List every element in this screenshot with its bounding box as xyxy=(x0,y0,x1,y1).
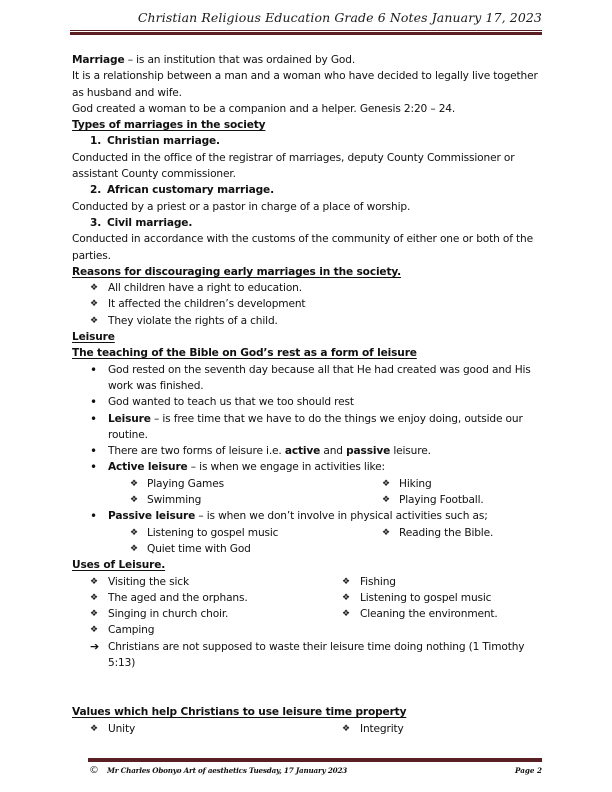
passive-leisure-list xyxy=(72,525,544,558)
diamond-bullet-icon: ❖ xyxy=(90,299,98,310)
arrow-right-icon: ➔ xyxy=(90,639,100,653)
leisure-point-active: • Active leisure – is when we engage in activities like: xyxy=(90,460,385,475)
active-item: ❖ Playing Football. xyxy=(382,492,484,508)
diamond-bullet-icon: ❖ xyxy=(382,527,390,538)
values-list xyxy=(72,721,544,737)
type-item-2: 2. African customary marriage. xyxy=(90,184,274,197)
leisure-subheading: The teaching of the Bible on God’s rest as a form of leisure xyxy=(72,347,417,360)
uses-note: ➔ Christians are not supposed to waste their leisure time doing nothing (1 Timothy 5:13) xyxy=(90,639,525,669)
diamond-bullet-icon: ❖ xyxy=(90,723,98,734)
header-rule xyxy=(70,30,542,31)
active-item: ❖ Swimming xyxy=(130,492,382,508)
reason-item: ❖ They violate the rights of a child. xyxy=(72,313,544,329)
use-item: ❖ Cleaning the environment. xyxy=(342,606,498,622)
diamond-bullet-icon: ❖ xyxy=(382,478,390,489)
reasons-heading: Reasons for discouraging early marriages in the society. xyxy=(72,265,402,278)
bullet-icon: • xyxy=(90,460,97,475)
use-item: ❖ Camping xyxy=(90,622,342,638)
bullet-icon: • xyxy=(90,395,97,410)
diamond-bullet-icon: ❖ xyxy=(382,495,390,506)
diamond-bullet-icon: ❖ xyxy=(90,592,98,603)
type-desc-3: Conducted in accordance with the customs of the community of either one or both of the parties. xyxy=(72,233,533,262)
values-heading: Values which help Christians to use leisure time property xyxy=(72,706,407,719)
uses-heading: Uses of Leisure. xyxy=(72,559,166,572)
bullet-icon: • xyxy=(90,411,97,426)
header-rule-thick xyxy=(70,32,542,35)
type-desc-1: Conducted in the office of the registrar of marriages, deputy County Commissioner or assistant County commissioner. xyxy=(72,151,515,181)
bullet-icon: • xyxy=(90,362,97,377)
header-title: Christian Religious Education Grade 6 Notes January 17, 2023 xyxy=(137,10,542,25)
diamond-bullet-icon: ❖ xyxy=(90,576,98,587)
use-item: ❖ Fishing xyxy=(342,574,498,590)
copyright-icon: © xyxy=(89,765,99,776)
passive-item: ❖ Quiet time with God xyxy=(130,541,382,557)
leisure-point: • God rested on the seventh day because all that He had created was good and His work was finished. xyxy=(90,362,531,392)
diamond-bullet-icon: ❖ xyxy=(130,478,138,489)
bullet-icon: • xyxy=(90,444,97,459)
type-item-3: 3. Civil marriage. xyxy=(90,216,193,229)
leisure-point: • Leisure – is free time that we have to do the things we enjoy doing, outside our routine. xyxy=(90,411,523,441)
uses-list xyxy=(72,574,544,639)
passive-item: ❖ Listening to gospel music xyxy=(130,525,382,541)
diamond-bullet-icon: ❖ xyxy=(342,723,350,734)
use-item: ❖ Visiting the sick xyxy=(90,574,342,590)
value-item: ❖ Unity xyxy=(90,721,342,737)
leisure-point-passive: • Passive leisure – is when we don’t involve in physical activities such as; xyxy=(90,509,488,524)
marriage-definition: Marriage – is an institution that was ordained by God. xyxy=(72,54,356,66)
page-number: Page 2 xyxy=(515,766,542,775)
diamond-bullet-icon: ❖ xyxy=(342,609,350,620)
leisure-point: • God wanted to teach us that we too should rest xyxy=(90,395,354,410)
leisure-point: • There are two forms of leisure i.e. active and passive leisure. xyxy=(90,444,431,459)
active-leisure-list xyxy=(72,476,544,509)
diamond-bullet-icon: ❖ xyxy=(90,625,98,636)
use-item: ❖ Singing in church choir. xyxy=(90,606,342,622)
reason-item: ❖ It affected the children’s development xyxy=(72,296,544,312)
marriage-genesis: God created a woman to be a companion and a helper. Genesis 2:20 – 24. xyxy=(72,102,456,115)
reason-item: ❖ All children have a right to education. xyxy=(72,280,544,296)
bullet-icon: • xyxy=(90,509,97,524)
passive-item: ❖ Reading the Bible. xyxy=(382,525,493,541)
use-item: ❖ Listening to gospel music xyxy=(342,590,498,606)
leisure-heading: Leisure xyxy=(72,331,115,344)
active-item: ❖ Playing Games xyxy=(130,476,382,492)
diamond-bullet-icon: ❖ xyxy=(342,576,350,587)
value-item: ❖ Integrity xyxy=(342,721,404,737)
type-item-1: 1. Christian marriage. xyxy=(90,135,220,148)
diamond-bullet-icon: ❖ xyxy=(90,315,98,326)
spacer xyxy=(72,671,544,704)
use-item: ❖ The aged and the orphans. xyxy=(90,590,342,606)
type-desc-2: Conducted by a priest or a pastor in charge of a place of worship. xyxy=(72,200,411,213)
footer-author-date: Mr Charles Obonyo Art of aesthetics Tuesday, 17 January 2023 xyxy=(107,766,348,775)
document-body xyxy=(72,52,544,737)
diamond-bullet-icon: ❖ xyxy=(90,283,98,294)
diamond-bullet-icon: ❖ xyxy=(342,592,350,603)
footer-rule xyxy=(88,758,542,762)
diamond-bullet-icon: ❖ xyxy=(130,543,138,554)
diamond-bullet-icon: ❖ xyxy=(130,527,138,538)
active-item: ❖ Hiking xyxy=(382,476,484,492)
marriage-term: Marriage xyxy=(72,54,125,66)
diamond-bullet-icon: ❖ xyxy=(130,495,138,506)
diamond-bullet-icon: ❖ xyxy=(90,609,98,620)
types-heading: Types of marriages in the society xyxy=(72,119,266,132)
marriage-relationship: It is a relationship between a man and a woman who have decided to legally live together as husband and wife. xyxy=(72,70,538,99)
